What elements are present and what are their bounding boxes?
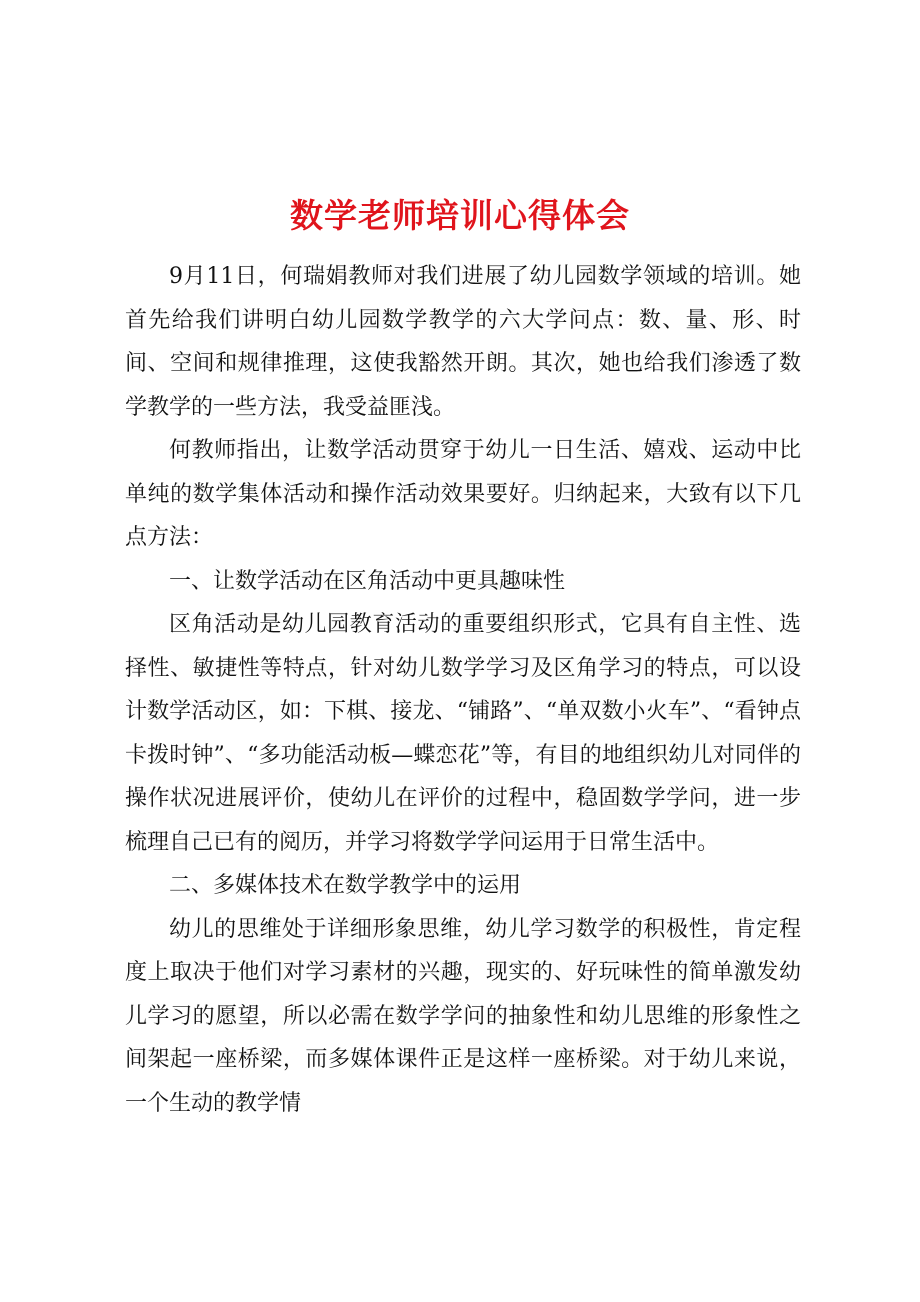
paragraph-intro: 9月11日，何瑞娟教师对我们进展了幼儿园数学领域的培训。她首先给我们讲明白幼儿园数学教学的六大学问点：数、量、形、时间、空间和规律推理，这使我豁然开朗。其次，她也给我们渗透了数学教学的一些方法，我受益匪浅。 [125, 264, 801, 420]
paragraph-multimedia: 幼儿的思维处于详细形象思维，幼儿学习数学的积极性，肯定程度上取决于他们对学习素材的兴趣，现实的、好玩味性的简单激发幼儿学习的愿望，所以必需在数学学问的抽象性和幼儿思维的形象性之间架起一座桥梁，而多媒体课件正是这样一座桥梁。对于幼儿来说，一个生动的教学情 [125, 916, 801, 1116]
section-heading-2: 二、多媒体技术在数学教学中的运用 [169, 873, 522, 898]
document-body [125, 255, 801, 1125]
paragraph-corner-activities: 区角活动是幼儿园教育活动的重要组织形式，它具有自主性、选择性、敏捷性等特点，针对幼儿数学学习及区角学习的特点，可以设计数学活动区，如：下棋、接龙、“铺路”、“单双数小火车”、“看钟点卡拨时钟”、“多功能活动板—蝶恋花”等，有目的地组织幼儿对同伴的操作状况进展评价，使幼儿在评价的过程中，稳固数学学问，进一步梳理自己已有的阅历，并学习将数学学问运用于日常生活中。 [125, 612, 801, 855]
paragraph-methods-summary: 何教师指出，让数学活动贯穿于幼儿一日生活、嬉戏、运动中比单纯的数学集体活动和操作活动效果要好。归纳起来，大致有以下几点方法： [125, 438, 801, 550]
section-heading-1: 一、让数学活动在区角活动中更具趣味性 [169, 568, 566, 594]
document-title: 数学老师培训心得体会 [290, 196, 630, 235]
